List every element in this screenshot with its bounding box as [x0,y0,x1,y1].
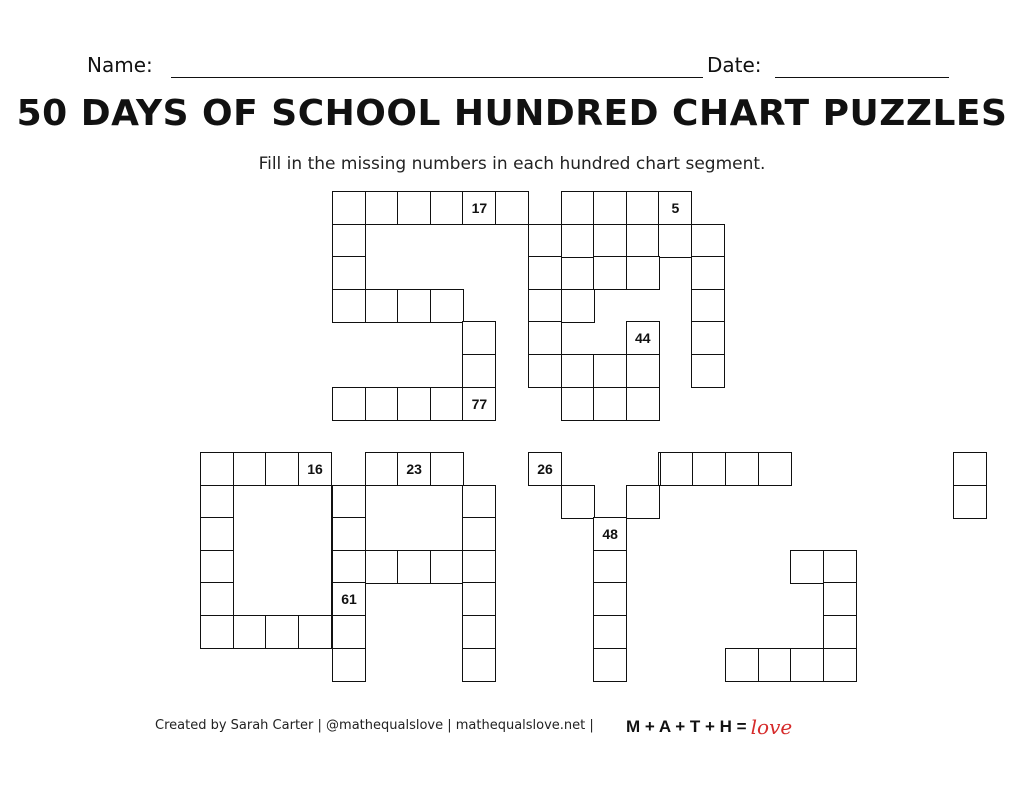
blank-cell[interactable] [332,485,366,519]
blank-cell[interactable] [593,354,627,388]
blank-cell[interactable] [691,354,725,388]
blank-cell[interactable] [528,256,562,290]
blank-cell[interactable] [332,191,366,225]
blank-cell[interactable] [332,517,366,551]
blank-cell[interactable] [365,191,399,225]
blank-cell[interactable] [233,452,267,486]
blank-cell[interactable] [790,648,824,682]
blank-cell[interactable] [593,648,627,682]
blank-cell[interactable] [593,615,627,649]
blank-cell[interactable] [561,485,595,519]
blank-cell[interactable] [626,387,660,421]
given-number-cell: 48 [593,517,627,551]
blank-cell[interactable] [626,224,660,258]
blank-cell[interactable] [265,615,299,649]
blank-cell[interactable] [953,452,987,486]
blank-cell[interactable] [200,452,234,486]
blank-cell[interactable] [365,387,399,421]
blank-cell[interactable] [528,321,562,355]
blank-cell[interactable] [823,582,857,616]
blank-cell[interactable] [462,615,496,649]
blank-cell[interactable] [561,191,595,225]
blank-cell[interactable] [365,550,399,584]
credit-text: Created by Sarah Carter | @mathequalslove | mathequalslove.net | [155,718,594,733]
blank-cell[interactable] [462,582,496,616]
blank-cell[interactable] [528,224,562,258]
blank-cell[interactable] [462,648,496,682]
blank-cell[interactable] [953,485,987,519]
blank-cell[interactable] [495,191,529,225]
blank-cell[interactable] [758,648,792,682]
blank-cell[interactable] [823,550,857,584]
name-label: Name: [87,53,153,77]
page-title: 50 DAYS OF SCHOOL HUNDRED CHART PUZZLES [16,93,1008,134]
blank-cell[interactable] [462,517,496,551]
given-number-cell: 23 [397,452,431,486]
given-number-cell: 61 [332,582,366,616]
blank-cell[interactable] [691,289,725,323]
blank-cell[interactable] [561,289,595,323]
blank-cell[interactable] [332,289,366,323]
blank-cell[interactable] [430,452,464,486]
blank-cell[interactable] [397,387,431,421]
blank-cell[interactable] [528,354,562,388]
blank-cell[interactable] [462,354,496,388]
blank-cell[interactable] [332,256,366,290]
blank-cell[interactable] [691,256,725,290]
logo-love-script: love [750,715,793,739]
blank-cell[interactable] [200,615,234,649]
blank-cell[interactable] [823,648,857,682]
blank-cell[interactable] [200,485,234,519]
given-number-cell: 16 [298,452,332,486]
blank-cell[interactable] [626,256,660,290]
blank-cell[interactable] [823,615,857,649]
blank-cell[interactable] [790,550,824,584]
blank-cell[interactable] [561,387,595,421]
blank-cell[interactable] [233,615,267,649]
given-number-cell: 44 [626,321,660,355]
blank-cell[interactable] [593,387,627,421]
blank-cell[interactable] [365,289,399,323]
given-number-cell: 26 [528,452,562,486]
blank-cell[interactable] [593,582,627,616]
blank-cell[interactable] [430,289,464,323]
given-number-cell: 5 [658,191,692,225]
blank-cell[interactable] [692,452,726,486]
blank-cell[interactable] [332,648,366,682]
blank-cell[interactable] [658,224,692,258]
blank-cell[interactable] [332,224,366,258]
blank-cell[interactable] [660,452,694,486]
given-number-cell: 77 [462,387,496,421]
blank-cell[interactable] [430,387,464,421]
blank-cell[interactable] [397,289,431,323]
blank-cell[interactable] [528,289,562,323]
blank-cell[interactable] [298,615,332,649]
blank-cell[interactable] [626,191,660,225]
blank-cell[interactable] [758,452,792,486]
blank-cell[interactable] [593,256,627,290]
blank-cell[interactable] [593,224,627,258]
blank-cell[interactable] [462,321,496,355]
blank-cell[interactable] [462,550,496,584]
blank-cell[interactable] [430,550,464,584]
blank-cell[interactable] [332,387,366,421]
blank-cell[interactable] [265,452,299,486]
math-equals-love-logo [626,713,792,741]
blank-cell[interactable] [691,224,725,258]
date-label: Date: [707,53,762,77]
blank-cell[interactable] [725,648,759,682]
blank-cell[interactable] [200,517,234,551]
blank-cell[interactable] [365,452,399,486]
blank-cell[interactable] [593,191,627,225]
logo-text: M + A + T + H = [626,717,747,736]
blank-cell[interactable] [561,354,595,388]
blank-cell[interactable] [332,615,366,649]
blank-cell[interactable] [200,550,234,584]
blank-cell[interactable] [200,582,234,616]
blank-cell[interactable] [430,191,464,225]
blank-cell[interactable] [691,321,725,355]
footer [0,713,1024,741]
blank-cell[interactable] [725,452,759,486]
blank-cell[interactable] [462,485,496,519]
blank-cell[interactable] [626,354,660,388]
blank-cell[interactable] [332,550,366,584]
blank-cell[interactable] [593,550,627,584]
instructions: Fill in the missing numbers in each hundred chart segment. [258,154,766,174]
given-number-cell: 17 [462,191,496,225]
blank-cell[interactable] [397,550,431,584]
blank-cell[interactable] [397,191,431,225]
blank-cell[interactable] [626,485,660,519]
blank-cell[interactable] [561,224,595,258]
